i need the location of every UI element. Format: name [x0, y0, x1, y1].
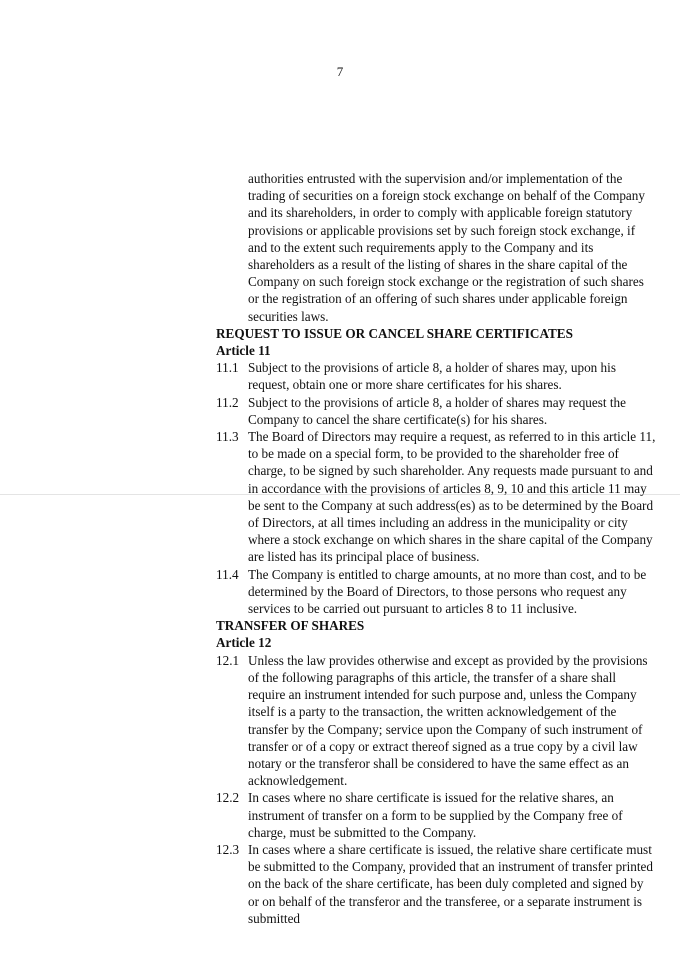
clause-text: The Board of Directors may require a request, as referred to in this article 11, to be made on a special form, to be provided to the shareholder free of charge, to be signed by such shareholder. Any requests made pursuant to and in accordance with the provisions of articles 8, 9, 10 and this article 11 may be sent to the Company at such address(es) as to be determined by the Board of Directors, at all times including an address in the municipality or city where a stock exchange on which shares in the share capital of the Company are listed has its principal place of business.: [248, 429, 656, 565]
clause-text: Subject to the provisions of article 8, a holder of shares may, upon his request, obtain one or more share certificates for his shares.: [248, 360, 616, 393]
clause-11-4: [0, 566, 656, 618]
clause-number: 12.2: [216, 790, 240, 806]
clause-number: 11.2: [216, 394, 239, 410]
section-heading-certificates: REQUEST TO ISSUE OR CANCEL SHARE CERTIFICATES: [216, 325, 573, 341]
clause-11-2: [0, 394, 656, 428]
clause-text: Subject to the provisions of article 8, a holder of shares may request the Company to cancel the share certificate(s) for his shares.: [248, 394, 626, 427]
document-body: [0, 170, 680, 927]
section-heading-transfer: TRANSFER OF SHARES: [216, 618, 365, 634]
clause-11-3: [0, 428, 656, 566]
clause-12-2: [0, 789, 656, 841]
continuation-paragraph: authorities entrusted with the supervision and/or implementation of the trading of securities on a foreign stock exchange on behalf of the Company and its shareholders, in order to comply with applicable foreign statutory provisions or applicable provisions set by such foreign stock exchange, if and to the extent such requirements apply to the Company and its shareholders as a result of the listing of shares in the share capital of the Company on such foreign stock exchange or the registration of such shares or the registration of an offering of such shares under applicable foreign securities laws.: [248, 171, 645, 324]
clause-text: In cases where no share certificate is issued for the relative shares, an instrument of transfer on a form to be supplied by the Company free of charge, must be submitted to the Company.: [248, 790, 623, 840]
page-number: 7: [336, 64, 344, 79]
clause-number: 12.1: [216, 652, 240, 668]
clause-text: Unless the law provides otherwise and except as provided by the provisions of the following paragraphs of this article, the transfer of a share shall require an instrument intended for such purpose and, unless the Company itself is a party to the transaction, the written acknowledgement of the transfer by the Company; service upon the Company of such instrument of transfer or of a copy or extract thereof signed as a true copy by a civil law notary or the transferor shall be considered to have the same effect as an acknowledgement.: [248, 652, 648, 789]
clause-number: 11.1: [216, 360, 239, 376]
clause-number: 11.3: [216, 429, 239, 445]
clause-number: 12.3: [216, 841, 240, 857]
article-heading-12: Article 12: [216, 635, 272, 651]
clause-text: The Company is entitled to charge amounts, at no more than cost, and to be determined by the Board of Directors, to those persons who request any services to be carried out pursuant to articles 8 to 11 inclusive.: [248, 566, 647, 617]
clause-text: In cases where a share certificate is issued, the relative share certificate must be submitted to the Company, provided that an instrument of transfer printed on the back of the share certificate, has been duly completed and signed by or on behalf of the transferor and the transferee, or a separate instrument is submitted: [248, 841, 653, 926]
clause-12-3: [0, 841, 656, 927]
clause-11-1: [0, 359, 656, 393]
clause-number: 11.4: [216, 566, 239, 582]
clause-12-1: [0, 652, 656, 790]
article-heading-11: Article 11: [216, 343, 271, 359]
